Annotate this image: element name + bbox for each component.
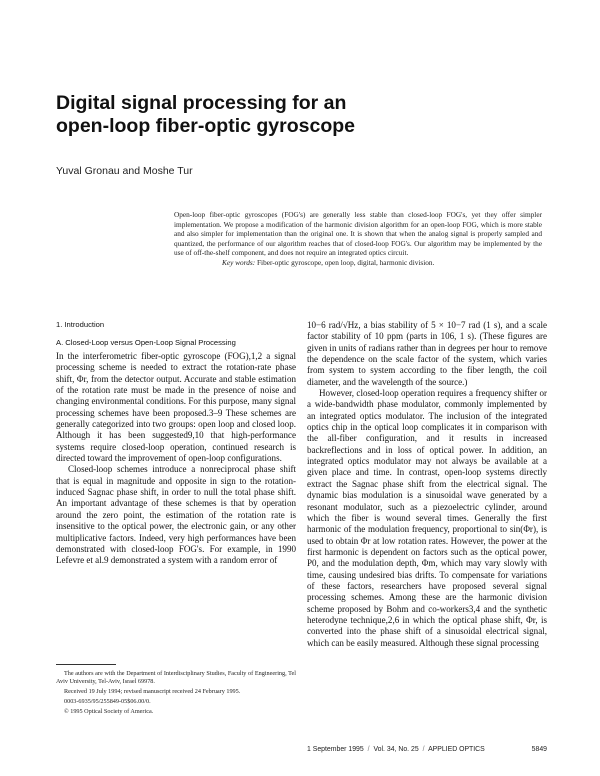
footer-journal: APPLIED OPTICS: [428, 746, 485, 753]
footnote-affiliation: The authors are with the Department of Interdisciplinary Studies, Faculty of Engineering, Tel Aviv University, Tel-Aviv, Israel 69978.: [56, 670, 296, 685]
footnote-divider: [56, 664, 116, 665]
page-footer: [307, 746, 547, 753]
body-paragraph: In the interferometric fiber-optic gyroscope (FOG),1,2 a signal processing scheme is needed to extract the rotation-rate phase shift, Φr, from the detector output. Accurate and stable estimation of the rotation rate must be made in the presence of noise and changing environmental conditions. For this purpose, many signal processing schemes have been proposed.3–9 These schemes are generally categorized into two groups: open loop and closed loop. Although it has been suggested9,10 that high-performance systems require closed-loop operation, continued research is directed toward the improvement of open-loop configurations.: [56, 351, 296, 464]
footnote-copyright: © 1995 Optical Society of America.: [64, 707, 154, 715]
right-column: [307, 320, 547, 649]
section-heading-introduction: 1. Introduction: [56, 320, 105, 329]
subsection-heading: A. Closed-Loop versus Open-Loop Signal Processing: [56, 338, 236, 347]
abstract: [174, 210, 542, 268]
footnote-code: 0003-6935/95/255849-05$06.00/0.: [64, 697, 151, 705]
title-line-2: open-loop fiber-optic gyroscope: [56, 115, 356, 137]
body-paragraph: 10−6 rad/√Hz, a bias stability of 5 × 10−7 rad (1 s), and a scale factor stability of 10 ppm (parts in 106, 1 s). (These figures are given in units of radians rather than in degrees per hour to remove the dependence on the scale factor of the system, which varies from system to system according to the fiber length, the coil diameter, and the wavelength of the source.): [307, 320, 547, 387]
footer-separator: /: [422, 746, 425, 753]
footer-date: 1 September 1995: [307, 746, 364, 753]
keywords-label: Key words:: [222, 257, 256, 267]
footnote-received: Received 19 July 1994; revised manuscript received 24 February 1995.: [64, 687, 241, 695]
footer-separator: /: [367, 746, 370, 753]
paper-title: [56, 92, 476, 138]
keywords-line: [174, 258, 542, 268]
footnotes: [56, 670, 296, 718]
keywords-text: Fiber-optic gyroscope, open loop, digital, harmonic division.: [257, 257, 435, 267]
title-line-1: Digital signal processing for an: [56, 92, 347, 114]
body-paragraph: Closed-loop schemes introduce a nonreciprocal phase shift that is equal in magnitude and opposite in sign to the rotation-induced Sagnac phase shift, in order to null the total phase shift. An important advantage of these schemes is that by operation around the zero point, the estimation of the rotation rate is insensitive to the optical power, the electronic gain, or any other multiplicative factors. Indeed, very high performances have been demonstrated with closed-loop FOG's. For example, in 1990 Lefevre et al.9 demonstrated a system with a random error of: [56, 464, 296, 566]
body-paragraph: However, closed-loop operation requires a frequency shifter or a wide-bandwidth phase modulator, commonly implemented by an integrated optics modulator. The inclusion of the integrated optics chip in the optical loop complicates it in comparison with the all-fiber configuration, and it results in increased backreflections and in loss of optical power. In addition, an integrated optics modulator may not always be available at a given place and time. In contrast, open-loop systems directly extract the Sagnac phase shift from the electrical signal. The dynamic bias modulation is a sinusoidal wave generated by a resonant modulator, such as a piezoelectric cylinder, around which the fiber is wound several times. Generally the first harmonic of the modulation frequency, proportional to sin(Φr), is used to obtain Φr at low rotation rates. However, the power at the first harmonic is dependent on factors such as the optical power, P0, and the modulation depth, Φm, which may vary slowly with time, causing undesired bias drifts. To compensate for variations of these factors, researchers have proposed several signal processing schemes. Among these are the harmonic division scheme proposed by Bohm and co-workers3,4 and the synthetic heterodyne technique,2,6 in which the optical phase shift, Φr, is converted into the phase shift of a sinusoidal electrical signal, which can be easily measured. Although these signal processing: [307, 388, 547, 648]
author-list: Yuval Gronau and Moshe Tur: [56, 165, 193, 177]
left-column: [56, 320, 296, 567]
abstract-text: Open-loop fiber-optic gyroscopes (FOG's) are generally less stable than closed-loop FOG's, yet they offer simpler implementation. We propose a modification of the harmonic division algorithm for an open-loop FOG, which is more stable and also simpler for implementation than the original one. It is shown that when the analog signal is properly sampled and quantized, the performance of our algorithm reaches that of closed-loop FOG's. Our algorithm may be implemented by the use of off-the-shelf component, and does not require an integrated optics circuit.: [174, 210, 542, 258]
footer-volume: Vol. 34, No. 25: [373, 746, 419, 753]
page-number: 5849: [531, 746, 547, 753]
